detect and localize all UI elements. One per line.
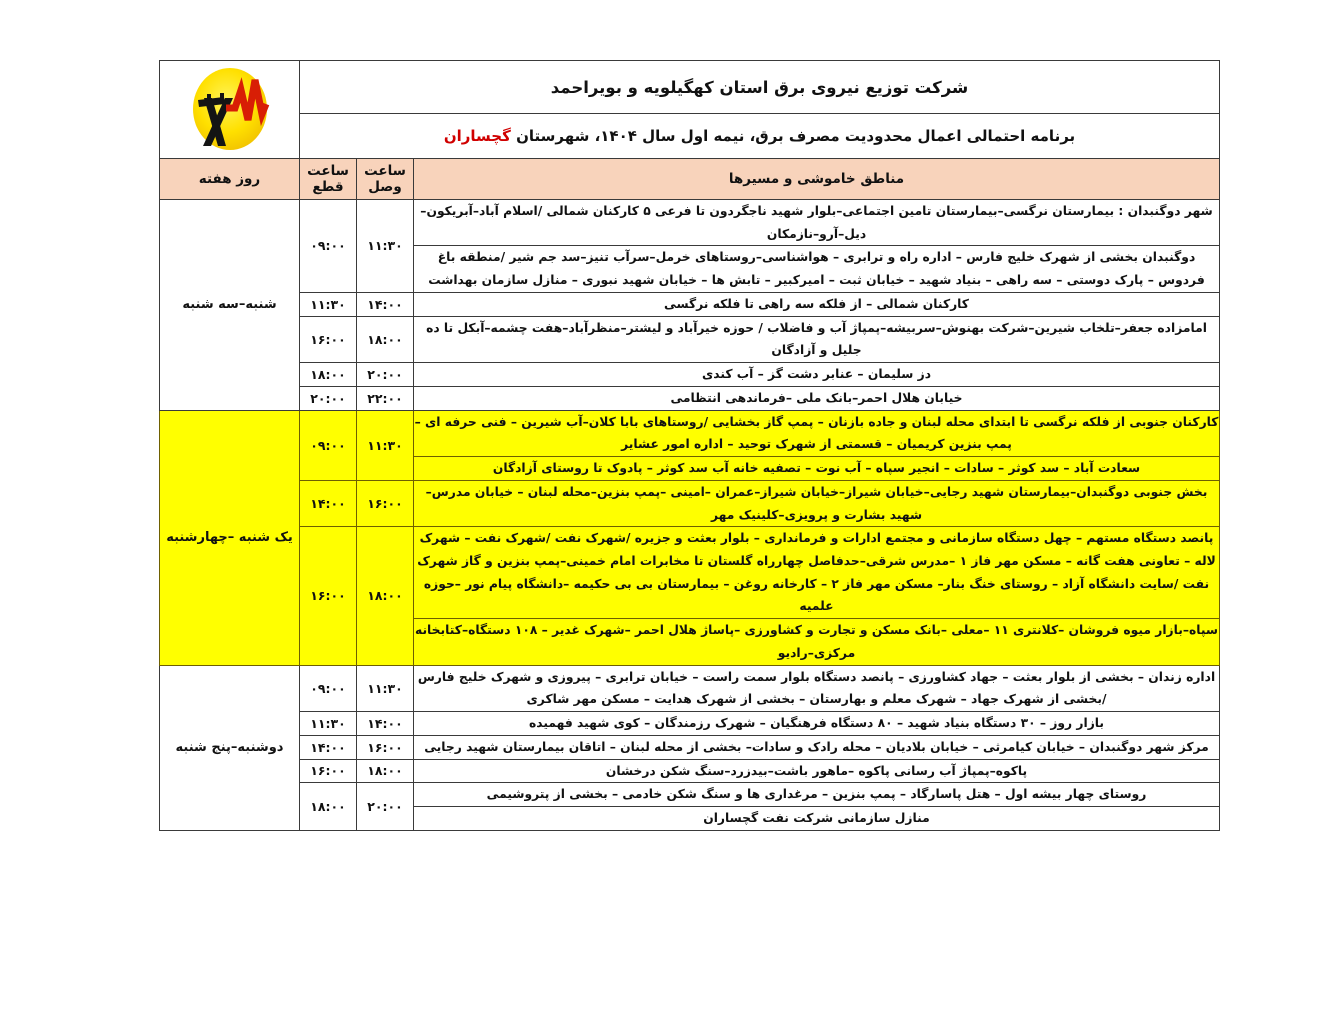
table-row xyxy=(160,527,1220,619)
outage-areas-cell: روستای چهار بیشه اول – هتل پاسارگاد – پمپ بنزین – مرغداری ها و سنگ شکن خادمی – بخشی از پتروشیمی xyxy=(414,783,1220,807)
time-on-cell: ۱۶:۰۰ xyxy=(357,735,414,759)
outage-areas-cell: خیابان هلال احمر–بانک ملی –فرماندهی انتظامی xyxy=(414,386,1220,410)
table-row xyxy=(160,363,1220,387)
column-header-weekday: روز هفته xyxy=(160,159,300,200)
time-off-cell: ۲۰:۰۰ xyxy=(300,386,357,410)
time-on-cell: ۱۱:۳۰ xyxy=(357,200,414,293)
time-on-cell: ۲۰:۰۰ xyxy=(357,363,414,387)
time-on-cell: ۲۰:۰۰ xyxy=(357,783,414,830)
time-on-cell: ۱۴:۰۰ xyxy=(357,292,414,316)
table-row xyxy=(160,735,1220,759)
subtitle-text: برنامه احتمالی اعمال محدودیت مصرف برق، نیمه اول سال ۱۴۰۴، شهرستان xyxy=(510,127,1076,145)
time-off-cell: ۱۴:۰۰ xyxy=(300,480,357,526)
time-off-cell: ۱۴:۰۰ xyxy=(300,735,357,759)
outage-areas-cell: اداره زندان – بخشی از بلوار بعثت – جهاد کشاورزی – پانصد دستگاه بلوار سمت راست – خیابان ترابری – پیروزی و شهرک خلیج فارس /بخشی از شهرک جهاد – شهرک معلم و بهارستان – بخشی از شهرک هدایت – مسکن مهر شاکری xyxy=(414,665,1220,711)
time-off-cell: ۱۸:۰۰ xyxy=(300,783,357,830)
table-row xyxy=(160,410,1220,456)
column-header-time-off: ساعت قطع xyxy=(300,159,357,200)
time-on-cell: ۱۴:۰۰ xyxy=(357,712,414,736)
schedule-table xyxy=(159,60,1220,831)
title-row xyxy=(160,61,1220,114)
outage-schedule-sheet xyxy=(160,60,1220,831)
time-on-cell: ۱۱:۳۰ xyxy=(357,410,414,480)
outage-areas-cell: پاکوه–پمپاژ آب رسانی پاکوه –ماهور باشت–بیدزرد–سنگ شکن درخشان xyxy=(414,759,1220,783)
weekday-cell: شنبه–سه شنبه xyxy=(160,200,300,411)
time-off-cell: ۰۹:۰۰ xyxy=(300,665,357,711)
outage-areas-cell: بخش جنوبی دوگنبدان–بیمارستان شهید رجایی–خیابان شیراز–خیابان شیراز–عمران –امینی –پمپ بنزین–محله لبنان – خیابان مدرس–شهید بشارت و پرویزی–کلینیک مهر xyxy=(414,480,1220,526)
outage-areas-cell: پانصد دستگاه مستهم – چهل دستگاه سازمانی و مجتمع ادارات و فرمانداری – بلوار بعثت و جزیره /شهرک نفت /شهرک نفت – شهرک لاله – تعاونی هفت گانه – مسکن مهر فاز ۱ –مدرس شرقی–حدفاصل چهارراه گلستان تا مخابرات امام خمینی–پمپ بنزین و گاز شهرک نفت /سایت دانشگاه آزاد – روستای خنگ بنار– مسکن مهر فاز ۲ – کارخانه روغن – بیمارستان بی بی حکیمه –دانشگاه پیام نور –حوزه علمیه xyxy=(414,527,1220,619)
column-header-time-on: ساعت وصل xyxy=(357,159,414,200)
time-off-cell: ۰۹:۰۰ xyxy=(300,200,357,293)
time-on-cell: ۱۶:۰۰ xyxy=(357,480,414,526)
time-on-cell: ۱۸:۰۰ xyxy=(357,759,414,783)
outage-areas-cell: سپاه–بازار میوه فروشان –کلانتری ۱۱ –معلی –بانک مسکن و تجارت و کشاورزی –پاساژ هلال احمر –شهرک غدیر – ۱۰۸ دستگاه–کتابخانه مرکزی–رادیو xyxy=(414,619,1220,665)
outage-areas-cell: شهر دوگنبدان : بیمارستان نرگسی–بیمارستان تامین اجتماعی–بلوار شهید ناجگردون تا فرعی ۵ کارکنان شمالی /اسلام آباد–آبریکون–دیل–آرو–نازمکان xyxy=(414,200,1220,246)
outage-areas-cell: کارکنان شمالی – از فلکه سه راهی تا فلکه نرگسی xyxy=(414,292,1220,316)
time-on-cell: ۱۸:۰۰ xyxy=(357,527,414,665)
table-row xyxy=(160,316,1220,362)
outage-areas-cell: دوگنبدان بخشی از شهرک خلیج فارس – اداره راه و ترابری – هواشناسی–روستاهای خرمل–سرآب تنیز–سد جم شیر /منطقه باغ فردوس – پارک دوستی – سه راهی – بنیاد شهید – خیابان ثبت – امیرکبیر – تابش ها – خیابان شهید نبوری – منازل سازمان بهداشت xyxy=(414,246,1220,292)
table-row xyxy=(160,292,1220,316)
subtitle-row xyxy=(160,114,1220,159)
table-row xyxy=(160,200,1220,246)
subtitle-city: گچساران xyxy=(443,127,511,145)
column-header-row xyxy=(160,159,1220,200)
time-on-cell: ۱۸:۰۰ xyxy=(357,316,414,362)
outage-areas-cell: دز سلیمان – عنابر دشت گز – آب کندی xyxy=(414,363,1220,387)
outage-areas-cell: بازار روز – ۳۰ دستگاه بنیاد شهید – ۸۰ دستگاه فرهنگیان – شهرک رزمندگان – کوی شهید فهمیده xyxy=(414,712,1220,736)
outage-areas-cell: منازل سازمانی شرکت نفت گچساران xyxy=(414,807,1220,831)
time-off-cell: ۱۱:۳۰ xyxy=(300,292,357,316)
outage-areas-cell: کارکنان جنوبی از فلکه نرگسی تا ابتدای محله لبنان و جاده بازنان – پمپ گاز بخشایی /روستاهای بابا کلان–آب شیرین – فنی حرفه ای – پمپ بنزین کریمیان – قسمتی از شهرک توحید – اداره امور عشایر xyxy=(414,410,1220,456)
page-subtitle xyxy=(300,114,1220,159)
time-off-cell: ۱۸:۰۰ xyxy=(300,363,357,387)
time-off-cell: ۰۹:۰۰ xyxy=(300,410,357,480)
logo-cell xyxy=(160,61,300,159)
weekday-cell: یک شنبه –چهارشنبه xyxy=(160,410,300,665)
table-row xyxy=(160,386,1220,410)
weekday-cell: دوشنبه–پنج شنبه xyxy=(160,665,300,830)
page-title: شرکت توزیع نیروی برق استان کهگیلویه و بویراحمد xyxy=(300,61,1220,114)
table-row xyxy=(160,759,1220,783)
column-header-areas: مناطق خاموشی و مسیرها xyxy=(414,159,1220,200)
table-row xyxy=(160,665,1220,711)
time-off-cell: ۱۶:۰۰ xyxy=(300,759,357,783)
outage-areas-cell: مرکز شهر دوگنبدان – خیابان کیامرثی – خیابان بلادیان – محله رادک و سادات– بخشی از محله لبنان – اتاقان بیمارستان شهید رجایی xyxy=(414,735,1220,759)
outage-areas-cell: امامزاده جعفر–تلخاب شیرین–شرکت بهنوش–سربیشه–پمپاژ آب و فاضلاب / حوزه خیرآباد و لیشتر–منظرآباد–هفت چشمه–آبکل تا ده جلیل و آزادگان xyxy=(414,316,1220,362)
table-row xyxy=(160,783,1220,807)
outage-areas-cell: سعادت آباد – سد کوثر – سادات – انجیر سپاه – آب نوت – تصفیه خانه آب سد کوثر – پادوک تا روستای آزادگان xyxy=(414,457,1220,481)
time-off-cell: ۱۶:۰۰ xyxy=(300,316,357,362)
table-row xyxy=(160,480,1220,526)
time-off-cell: ۱۶:۰۰ xyxy=(300,527,357,665)
time-off-cell: ۱۱:۳۰ xyxy=(300,712,357,736)
time-on-cell: ۲۲:۰۰ xyxy=(357,386,414,410)
power-distribution-logo xyxy=(178,64,282,156)
table-row xyxy=(160,712,1220,736)
time-on-cell: ۱۱:۳۰ xyxy=(357,665,414,711)
